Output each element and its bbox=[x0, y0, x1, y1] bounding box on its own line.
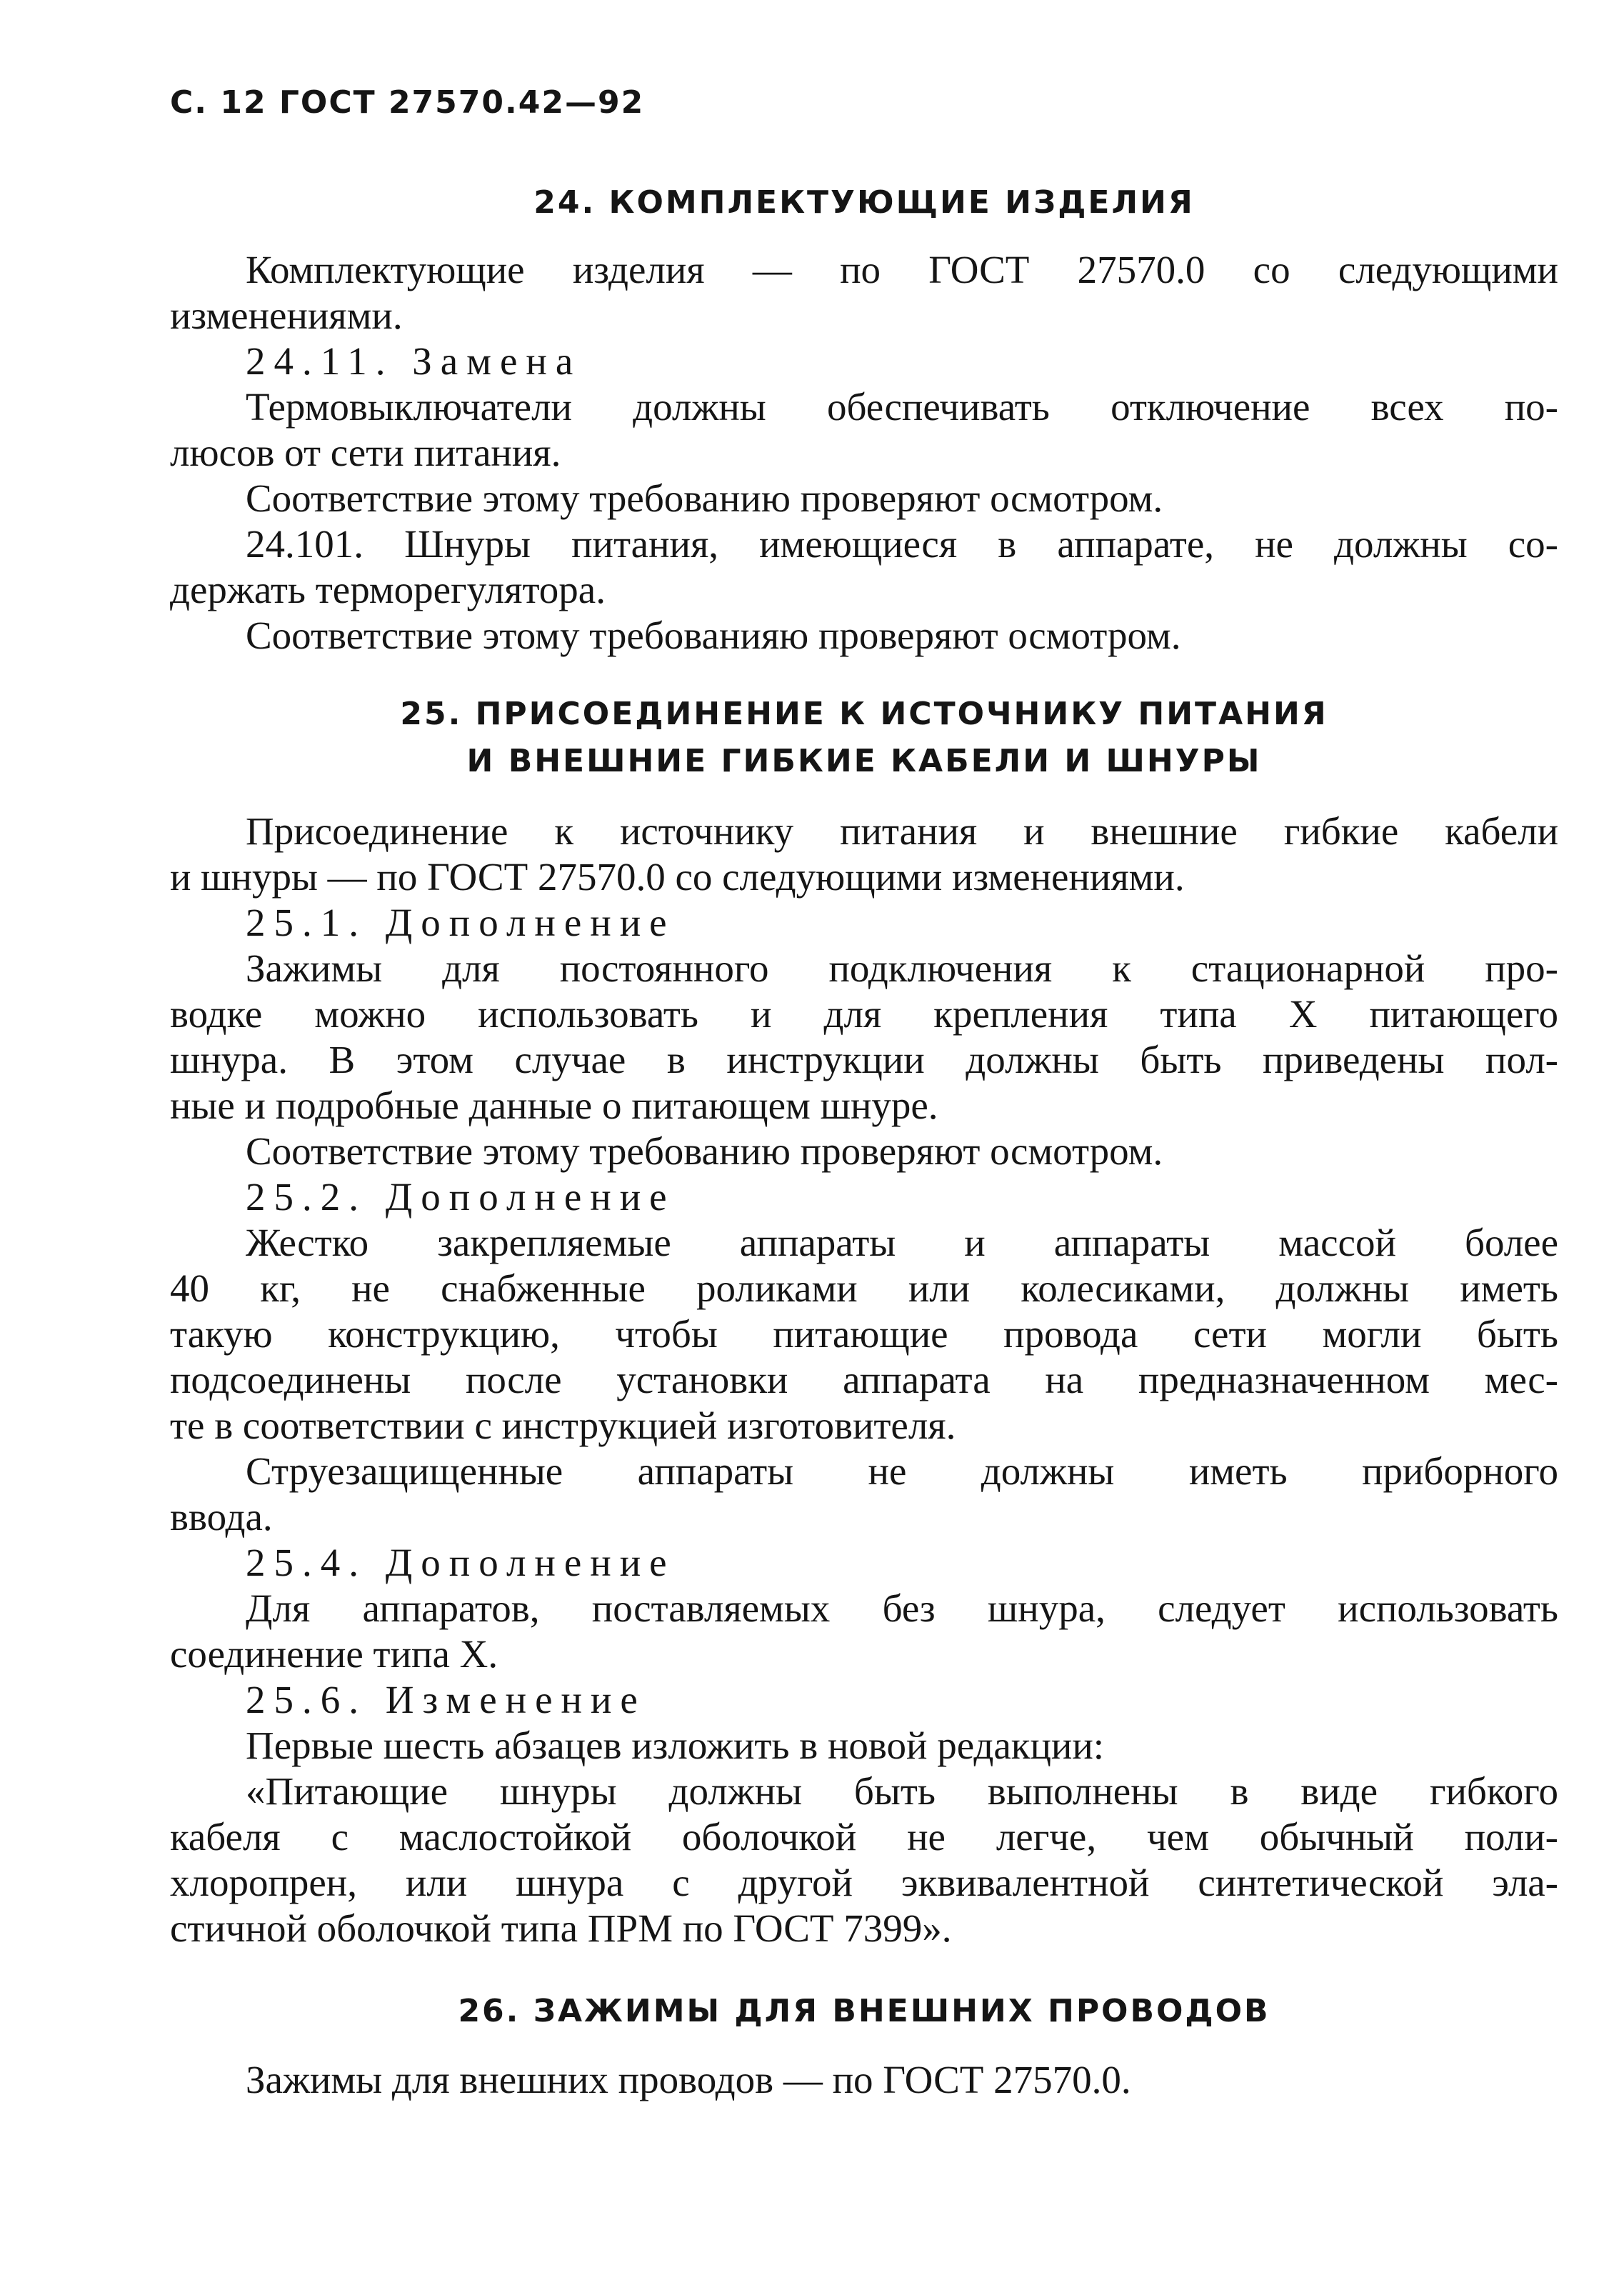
text-line: водке можно использовать и для крепления типа X питающего bbox=[170, 992, 1558, 1036]
subsection-25-6: 25.6. Изменение bbox=[246, 1678, 646, 1721]
text-line: шнура. В этом случае в инструкции должны быть приведены пол- bbox=[170, 1038, 1558, 1081]
subsection-24-101: 24.101. Шнуры питания, имеющиеся в аппарате, не должны со- bbox=[246, 522, 1558, 566]
text-line: Комплектующие изделия — по ГОСТ 27570.0 со следующими bbox=[246, 248, 1558, 291]
text-line: Для аппаратов, поставляемых без шнура, следует использовать bbox=[246, 1586, 1558, 1630]
text-line: такую конструкцию, чтобы питающие провода сети могли быть bbox=[170, 1312, 1558, 1356]
subsection-25-4: 25.4. Дополнение bbox=[246, 1541, 676, 1584]
section-24-heading: 24. КОМПЛЕКТУЮЩИЕ ИЗДЕЛИЯ bbox=[533, 184, 1195, 221]
section-25-heading-line2: И ВНЕШНИЕ ГИБКИЕ КАБЕЛИ И ШНУРЫ bbox=[466, 743, 1262, 779]
text-line: Соответствие этому требованию проверяют осмотром. bbox=[246, 1129, 1163, 1173]
section-25-heading-line1: 25. ПРИСОЕДИНЕНИЕ К ИСТОЧНИКУ ПИТАНИЯ bbox=[400, 696, 1328, 732]
text-line: «Питающие шнуры должны быть выполнены в виде гибкого bbox=[246, 1769, 1558, 1813]
text-line: люсов от сети питания. bbox=[170, 431, 561, 474]
text-line: ввода. bbox=[170, 1495, 273, 1539]
text-line: изменениями. bbox=[170, 294, 403, 337]
text-line: хлоропрен, или шнура с другой эквивалентной синтетической эла- bbox=[170, 1861, 1558, 1904]
subsection-24-11: 24.11. Замена bbox=[246, 339, 582, 383]
text-line: Зажимы для внешних проводов — по ГОСТ 27570.0. bbox=[246, 2058, 1131, 2101]
text-line: и шнуры — по ГОСТ 27570.0 со следующими изменениями. bbox=[170, 855, 1185, 899]
section-26-heading: 26. ЗАЖИМЫ ДЛЯ ВНЕШНИХ ПРОВОДОВ bbox=[458, 1993, 1270, 2029]
subsection-25-1: 25.1. Дополнение bbox=[246, 901, 676, 944]
text-line: Соответствие этому требованияю проверяют осмотром. bbox=[246, 614, 1181, 657]
text-line: стичной оболочкой типа ПРМ по ГОСТ 7399». bbox=[170, 1906, 952, 1950]
text-line: Зажимы для постоянного подключения к стационарной про- bbox=[246, 946, 1558, 990]
text-line: ные и подробные данные о питающем шнуре. bbox=[170, 1084, 938, 1127]
text-line: держать терморегулятора. bbox=[170, 568, 606, 611]
text-line: подсоединены после установки аппарата на предназначенном мес- bbox=[170, 1358, 1558, 1401]
text-line: Жестко закрепляемые аппараты и аппараты массой более bbox=[246, 1221, 1558, 1264]
text-line: Струезащищенные аппараты не должны иметь приборного bbox=[246, 1449, 1558, 1493]
text-line: соединение типа X. bbox=[170, 1632, 498, 1676]
text-line: те в соответствии с инструкцией изготовителя. bbox=[170, 1404, 956, 1447]
text-line: 40 кг, не снабженные роликами или колесиками, должны иметь bbox=[170, 1266, 1558, 1310]
page-header: С. 12 ГОСТ 27570.42—92 bbox=[170, 84, 645, 121]
text-line: Присоединение к источнику питания и внешние гибкие кабели bbox=[246, 809, 1558, 853]
subsection-25-2: 25.2. Дополнение bbox=[246, 1175, 676, 1219]
text-line: Соответствие этому требованию проверяют осмотром. bbox=[246, 476, 1163, 520]
text-line: Термовыключатели должны обеспечивать отключение всех по- bbox=[246, 385, 1558, 429]
text-line: Первые шесть абзацев изложить в новой редакции: bbox=[246, 1724, 1105, 1767]
text-line: кабеля с маслостойкой оболочкой не легче, чем обычный поли- bbox=[170, 1815, 1558, 1859]
